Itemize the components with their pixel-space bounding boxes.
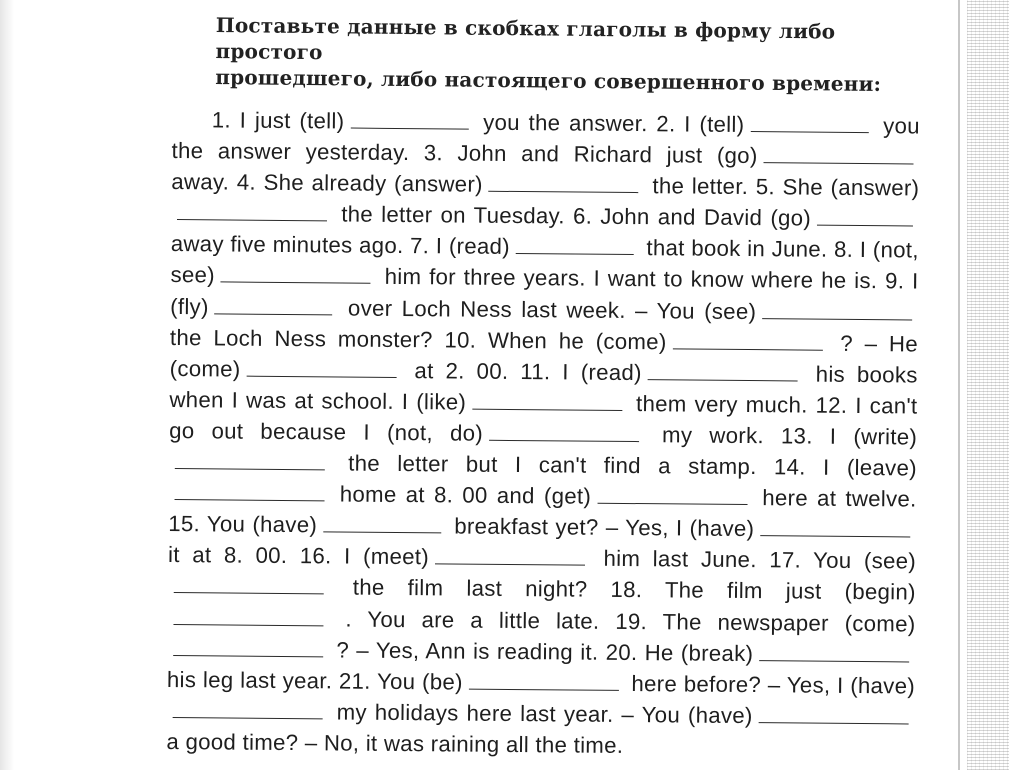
answer-blank bbox=[174, 574, 324, 594]
answer-blank bbox=[177, 201, 327, 221]
answer-blank bbox=[759, 704, 909, 724]
exercise-body bbox=[166, 104, 920, 763]
answer-blank bbox=[173, 606, 323, 626]
text-segment: here before? – Yes, I (have) bbox=[631, 670, 916, 699]
text-segment: 1. I just (tell) bbox=[211, 107, 345, 134]
text-segment: the letter on Tuesday. 6. John and David (go) bbox=[341, 201, 812, 231]
text-segment: the film last night? 18. The film just (begin) bbox=[352, 575, 916, 605]
text-segment: over Loch Ness last week. – You (see) bbox=[347, 295, 757, 324]
text-segment: here at twelve. 15. You (have) bbox=[168, 485, 917, 538]
answer-blank bbox=[350, 110, 468, 130]
answer-blank bbox=[323, 514, 441, 534]
text-segment: him last June. 17. You (see) bbox=[603, 546, 917, 574]
answer-blank bbox=[597, 485, 747, 505]
instructions-line-2: прошедшего, либо настоящего совершенного времени: bbox=[215, 64, 882, 96]
scan-shadow-left bbox=[0, 0, 14, 770]
text-segment: away five minutes ago. 7. I (read) bbox=[170, 231, 510, 260]
text-segment: away. 4. She already (answer) bbox=[171, 169, 483, 197]
exercise-instructions bbox=[215, 12, 940, 98]
page-crease bbox=[958, 0, 960, 770]
text-segment: ? – Yes, Ann is reading it. 20. He (break) bbox=[336, 637, 754, 666]
text-segment: home at 8. 00 and (get) bbox=[339, 481, 592, 509]
answer-blank bbox=[435, 546, 585, 566]
answer-blank bbox=[762, 300, 912, 320]
answer-blank bbox=[817, 207, 913, 227]
instructions-line-1: Поставьте данные в скобках глаголы в форму либо простого bbox=[215, 12, 836, 65]
answer-blank bbox=[764, 144, 914, 164]
answer-blank bbox=[173, 699, 323, 719]
text-segment: at 2. 00. 11. I (read) bbox=[414, 357, 642, 385]
answer-blank bbox=[175, 481, 325, 501]
answer-blank bbox=[469, 670, 619, 690]
answer-blank bbox=[472, 390, 622, 410]
answer-blank bbox=[759, 642, 909, 662]
text-segment: the letter but I can't find a stamp. 14. I (leave) bbox=[348, 450, 917, 481]
answer-blank bbox=[648, 361, 798, 381]
worksheet-page bbox=[160, 0, 940, 770]
answer-blank bbox=[215, 295, 333, 315]
text-segment: my holidays here last year. – You (have) bbox=[336, 699, 753, 728]
text-segment: him for three years. I want to know where he is. 9. I (fly) bbox=[170, 264, 919, 319]
answer-blank bbox=[489, 422, 639, 442]
text-segment: a good time? – No, it was raining all the time. bbox=[166, 728, 624, 758]
text-segment: that book in June. 8. I (not, see) bbox=[170, 235, 919, 288]
text-segment: it at 8. 00. 16. I (meet) bbox=[167, 542, 430, 570]
answer-blank bbox=[673, 330, 823, 350]
text-segment: . You are a little late. 19. The newspaper (come) bbox=[345, 606, 916, 637]
text-segment: ? – He (come) bbox=[169, 330, 919, 382]
text-segment: the Loch Ness monster? 10. When he (come) bbox=[169, 324, 667, 354]
answer-blank bbox=[516, 235, 634, 255]
scan-noise-right bbox=[967, 0, 1009, 770]
text-segment: the letter. 5. She (answer) bbox=[652, 173, 920, 201]
text-segment: his leg last year. 21. You (be) bbox=[166, 666, 463, 695]
answer-blank bbox=[221, 264, 371, 284]
answer-blank bbox=[246, 357, 396, 377]
answer-blank bbox=[760, 517, 910, 537]
answer-blank bbox=[175, 450, 325, 470]
answer-blank bbox=[173, 637, 323, 657]
text-segment: his books when I was at school. I (like) bbox=[169, 361, 918, 415]
text-segment: them very much. 12. I can't go out because I (not, do) bbox=[169, 390, 918, 446]
text-segment: my work. 13. I (write) bbox=[661, 422, 918, 450]
answer-blank bbox=[489, 173, 639, 193]
answer-blank bbox=[750, 113, 868, 133]
text-segment: you the answer yesterday. 3. John and Richard just (go) bbox=[171, 113, 920, 169]
text-segment: you the answer. 2. I (tell) bbox=[483, 109, 745, 137]
text-segment: breakfast yet? – Yes, I (have) bbox=[454, 513, 755, 542]
